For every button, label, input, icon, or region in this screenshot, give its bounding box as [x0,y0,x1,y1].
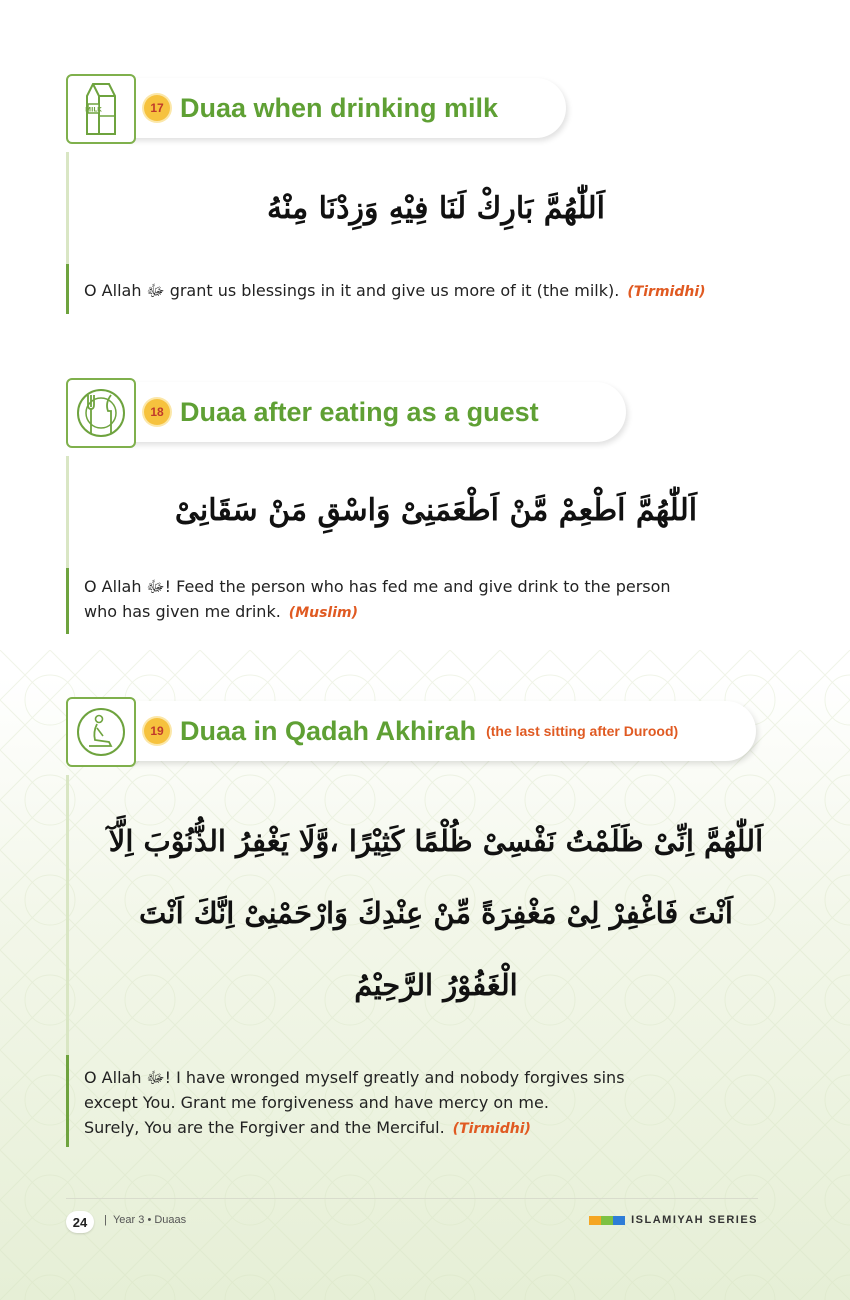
duaa-subtitle: (the last sitting after Durood) [486,723,679,739]
hadith-reference: (Tirmidhi) [452,1121,531,1137]
plate-cutlery-icon [66,378,136,448]
translation-line: except You. Grant me forgiveness and have mercy on me. [84,1093,549,1112]
translation-accent-line [66,264,69,314]
duaa-number-badge: 18 [144,399,170,425]
svg-text:MILK: MILK [85,106,102,114]
title-banner [126,78,566,138]
arabic-line: اَللّٰهُمَّ بَارِكْ لَنَا فِيْهِ وَزِدْنَا مِنْهُ [267,191,605,226]
duaa-title: Duaa after eating as a guest [180,396,539,427]
section-divider-line [66,456,69,568]
duaa-section-18 [66,378,796,634]
arabic-duaa-text [86,805,786,1021]
hadith-reference: (Muslim) [288,605,359,621]
translation-line: O Allah ﷻ grant us blessings in it and give us more of it (the milk). [84,281,620,300]
duaa-section-19 [66,697,796,1147]
sitting-person-icon [66,697,136,767]
translation-text [84,574,784,626]
duaa-title: Duaa when drinking milk [180,92,499,123]
section-divider-line [66,775,69,1055]
title-banner [126,382,626,442]
arabic-line: اَللّٰهُمَّ اِنِّىْ ظَلَمْتُ نَفْسِىْ ظُلْمًا كَثِيْرًا ،وَّلَا يَغْفِرُ الذُّنُوْبَ اِلَّآ [108,824,764,858]
section-divider-line [66,152,69,272]
duaa-section-17 [66,74,796,314]
translation-text [84,1065,784,1142]
series-brand [589,1214,758,1226]
arabic-duaa-text [86,184,786,234]
translation-line: O Allah ﷻ! I have wronged myself greatly and nobody forgives sins [84,1068,625,1087]
page-number: 24 [66,1211,94,1233]
hadith-reference: (Tirmidhi) [627,284,706,300]
arabic-duaa-text [86,486,786,536]
duaa-number-badge: 17 [144,95,170,121]
footer-breadcrumb [104,1214,186,1226]
translation-line: Surely, You are the Forgiver and the Merciful. [84,1118,445,1137]
translation-line: O Allah ﷻ! Feed the person who has fed me and give drink to the person [84,577,671,596]
brand-text: ISLAMIYAH SERIES [631,1214,758,1226]
duaa-number-badge: 19 [144,718,170,744]
footer-separator: | [104,1214,107,1226]
translation-accent-line [66,568,69,634]
page-footer [66,1198,758,1230]
arabic-line: اَللّٰهُمَّ اَطْعِمْ مَّنْ اَطْعَمَنِىْ وَاسْقِ مَنْ سَقَانِىْ [174,493,698,528]
title-banner [126,701,756,761]
brand-color-bars [589,1216,625,1225]
footer-breadcrumb-text: Year 3 • Duaas [112,1214,187,1226]
arabic-line: اَنْتَ فَاغْفِرْ لِىْ مَغْفِرَةً مِّنْ عِنْدِكَ وَارْحَمْنِىْ اِنَّكَ اَنْتَ [139,896,733,930]
translation-accent-line [66,1055,69,1147]
translation-text [84,278,784,305]
translation-line: who has given me drink. [84,602,281,621]
duaa-title: Duaa in Qadah Akhirah [180,715,477,746]
arabic-line: الْغَفُوْرُ الرَّحِيْمُ [354,968,518,1002]
milk-carton-icon [66,74,136,144]
